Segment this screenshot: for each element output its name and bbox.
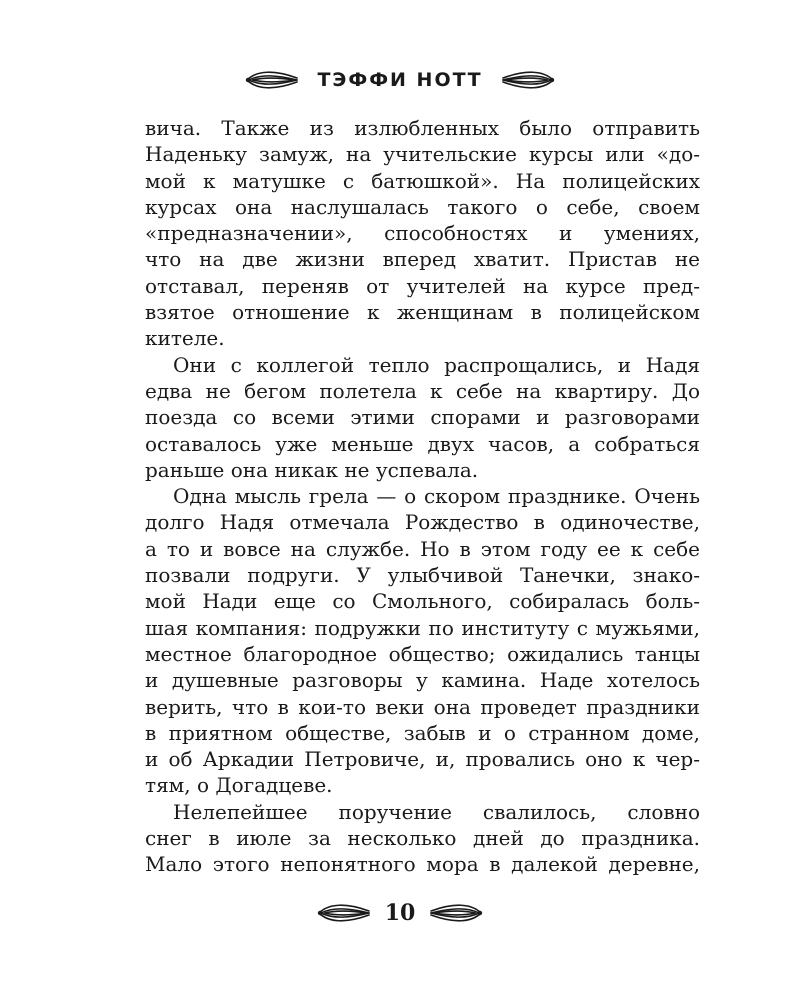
running-head: ТЭФФИ НОТТ — [317, 69, 483, 91]
text-line: курсах она наслушалась такого о себе, своем — [145, 194, 700, 219]
text-line: отставал, переняв от учителей на курсе пред- — [145, 273, 700, 298]
text-line: Нелепейшее поручение свалилось, словно — [173, 799, 700, 824]
page-footer — [0, 893, 800, 933]
text-line: а то и вовсе на службе. Но в этом году ее к себе — [145, 536, 700, 561]
text-line: верить, что в кои-то веки она проведет праздники — [145, 694, 700, 719]
text-line: раньше она никак не успевала. — [145, 457, 479, 482]
text-line: шая компания: подружки по институту с мужьями, — [145, 615, 700, 640]
text-line: поезда со всеми этими спорами и разговорами — [145, 405, 700, 430]
text-line: тям, о Догадцеве. — [145, 773, 333, 798]
page-header — [0, 60, 800, 100]
flourish-icon — [501, 67, 555, 93]
text-line: в приятном обществе, забыв и о странном доме, — [145, 720, 700, 745]
text-line: «предназначении», способностях и умениях, — [145, 221, 700, 246]
text-line: Одна мысль грела — о скором празднике. Очень — [173, 484, 700, 509]
text-line: вича. Также из излюбленных было отправить — [145, 116, 700, 140]
text-line: позвали подруги. У улыбчивой Танечки, знако- — [145, 563, 700, 588]
body-text — [145, 115, 700, 878]
text-line: и об Аркадии Петровиче, и, провались оно к чер- — [145, 747, 700, 772]
text-line: мой Нади еще со Смольного, собиралась боль- — [145, 589, 700, 614]
text-line: Наденьку замуж, на учительские курсы или «до- — [145, 142, 700, 167]
flourish-icon — [245, 67, 299, 93]
text-line: местное благородное общество; ожидались танцы — [145, 641, 700, 666]
text-line: мой к матушке с батюшкой». На полицейских — [145, 168, 700, 193]
text-line: Мало этого непонятного мора в далекой деревне, — [145, 852, 700, 877]
text-line: долго Надя отмечала Рождество в одиночестве, — [145, 510, 700, 535]
text-line: и душевные разговоры у камина. Наде хотелось — [145, 668, 700, 693]
text-line: Они с коллегой тепло распрощались, и Надя — [173, 352, 700, 377]
page-number: 10 — [384, 900, 416, 926]
flourish-icon — [317, 900, 371, 926]
flourish-icon — [429, 900, 483, 926]
text-line: оставалось уже меньше двух часов, а собраться — [145, 431, 700, 456]
text-line: что на две жизни вперед хватит. Пристав не — [145, 247, 700, 272]
text-line: взятое отношение к женщинам в полицейском — [145, 300, 700, 325]
text-line: едва не бегом полетела к себе на квартиру. До — [145, 378, 700, 403]
text-line: кителе. — [145, 326, 225, 351]
text-line: снег в июле за несколько дней до праздника. — [145, 826, 700, 851]
